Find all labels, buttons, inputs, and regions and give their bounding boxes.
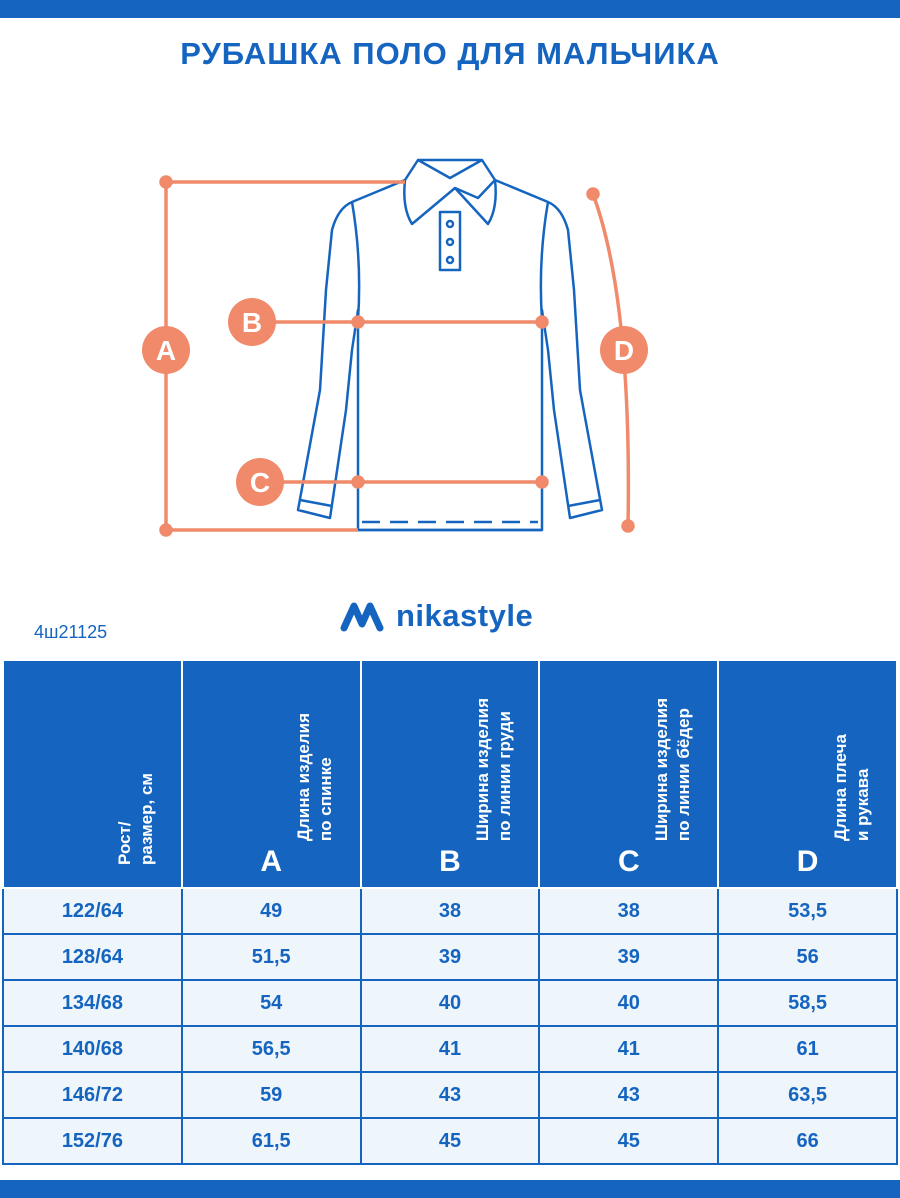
cell-size: 152/76 — [3, 1118, 182, 1164]
polo-shirt-outline — [298, 160, 602, 530]
measurement-lines — [161, 177, 633, 535]
cell-b: 40 — [361, 980, 540, 1026]
cell-size: 122/64 — [3, 888, 182, 934]
badge-c-label: C — [249, 467, 271, 498]
header-label: Рост/ размер, см — [115, 773, 157, 865]
table-row — [3, 888, 897, 934]
cell-c: 39 — [539, 934, 718, 980]
header-a — [182, 660, 361, 888]
badge-d-label: D — [613, 335, 635, 366]
header-label: Ширина изделия по линии груди — [473, 697, 515, 841]
cell-c: 45 — [539, 1118, 718, 1164]
badge-a-label: A — [155, 335, 177, 366]
size-table-header — [3, 660, 897, 888]
cell-b: 43 — [361, 1072, 540, 1118]
header-height-size — [3, 660, 182, 888]
measurement-badges — [142, 298, 648, 506]
header-letter: C — [617, 845, 640, 878]
cell-d: 61 — [718, 1026, 897, 1072]
header-d — [718, 660, 897, 888]
cell-c: 43 — [539, 1072, 718, 1118]
bottom-bar — [0, 1180, 900, 1198]
cell-b: 45 — [361, 1118, 540, 1164]
table-row — [3, 1026, 897, 1072]
page-title: РУБАШКА ПОЛО ДЛЯ МАЛЬЧИКА — [180, 36, 720, 71]
cell-size: 128/64 — [3, 934, 182, 980]
cell-a: 54 — [182, 980, 361, 1026]
cell-a: 61,5 — [182, 1118, 361, 1164]
brand-logo — [340, 594, 533, 638]
header-c — [539, 660, 718, 888]
brand-name: nikastyle — [396, 598, 534, 633]
nikastyle-logo-icon — [340, 598, 384, 634]
cell-d: 66 — [718, 1118, 897, 1164]
cell-c: 41 — [539, 1026, 718, 1072]
polo-shirt-diagram — [0, 150, 900, 550]
header-label: Длина плеча и рукава — [830, 733, 872, 841]
header-label: Длина изделия по спинке — [294, 712, 336, 841]
cell-b: 39 — [361, 934, 540, 980]
cell-a: 59 — [182, 1072, 361, 1118]
cell-c: 40 — [539, 980, 718, 1026]
header-label: Ширина изделия по линии бёдер — [651, 697, 693, 841]
cell-size: 134/68 — [3, 980, 182, 1026]
cell-d: 56 — [718, 934, 897, 980]
badge-b-label: B — [241, 307, 263, 338]
cell-d: 63,5 — [718, 1072, 897, 1118]
header-letter: B — [439, 845, 461, 878]
table-row — [3, 980, 897, 1026]
table-row — [3, 1072, 897, 1118]
cell-d: 53,5 — [718, 888, 897, 934]
header-b — [361, 660, 540, 888]
header-letter: A — [260, 845, 283, 878]
table-row — [3, 934, 897, 980]
size-table — [2, 659, 898, 1165]
cell-a: 51,5 — [182, 934, 361, 980]
cell-c: 38 — [539, 888, 718, 934]
table-row — [3, 1118, 897, 1164]
cell-size: 140/68 — [3, 1026, 182, 1072]
cell-b: 41 — [361, 1026, 540, 1072]
cell-a: 49 — [182, 888, 361, 934]
article-number: 4ш21125 — [34, 622, 108, 642]
cell-size: 146/72 — [3, 1072, 182, 1118]
cell-d: 58,5 — [718, 980, 897, 1026]
cell-a: 56,5 — [182, 1026, 361, 1072]
cell-b: 38 — [361, 888, 540, 934]
top-bar — [0, 0, 900, 18]
header-letter: D — [796, 845, 819, 878]
